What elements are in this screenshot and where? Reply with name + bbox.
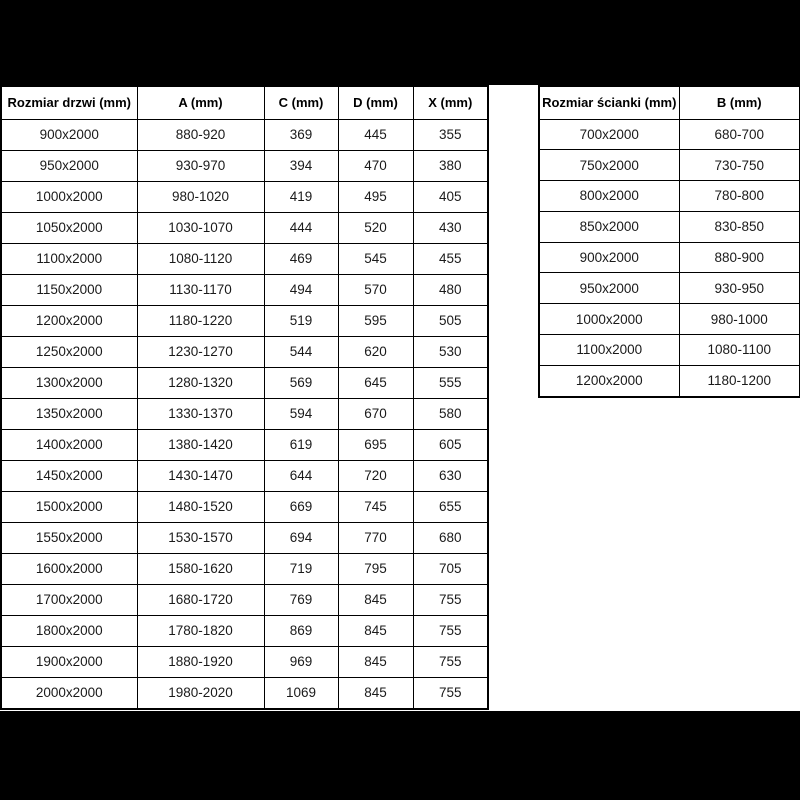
table-cell: 620 — [338, 336, 413, 367]
table-row — [539, 150, 800, 181]
table-row — [1, 181, 488, 212]
table-cell: 969 — [264, 646, 338, 677]
table-cell: 700x2000 — [539, 119, 679, 150]
table-cell: 570 — [338, 274, 413, 305]
column-header: D (mm) — [338, 86, 413, 119]
table-row — [539, 181, 800, 212]
table-cell: 480 — [413, 274, 488, 305]
column-header: A (mm) — [137, 86, 264, 119]
door-table-header-row — [1, 86, 488, 119]
table-cell: 569 — [264, 367, 338, 398]
table-cell: 1300x2000 — [1, 367, 137, 398]
table-cell: 594 — [264, 398, 338, 429]
door-size-table — [0, 85, 489, 710]
table-cell: 750x2000 — [539, 150, 679, 181]
table-cell: 1050x2000 — [1, 212, 137, 243]
column-header: Rozmiar ścianki (mm) — [539, 86, 679, 119]
table-cell: 645 — [338, 367, 413, 398]
table-cell: 755 — [413, 677, 488, 709]
table-cell: 644 — [264, 460, 338, 491]
table-cell: 430 — [413, 212, 488, 243]
table-cell: 1430-1470 — [137, 460, 264, 491]
table-cell: 745 — [338, 491, 413, 522]
table-cell: 845 — [338, 584, 413, 615]
table-cell: 1000x2000 — [539, 304, 679, 335]
table-cell: 630 — [413, 460, 488, 491]
table-cell: 980-1020 — [137, 181, 264, 212]
table-cell: 1400x2000 — [1, 429, 137, 460]
table-cell: 1180-1200 — [679, 365, 800, 397]
table-cell: 730-750 — [679, 150, 800, 181]
table-cell: 669 — [264, 491, 338, 522]
table-cell: 1500x2000 — [1, 491, 137, 522]
table-row — [1, 243, 488, 274]
table-cell: 1069 — [264, 677, 338, 709]
table-cell: 930-970 — [137, 150, 264, 181]
column-header: Rozmiar drzwi (mm) — [1, 86, 137, 119]
table-row — [1, 398, 488, 429]
table-row — [539, 365, 800, 397]
table-cell: 769 — [264, 584, 338, 615]
table-cell: 1530-1570 — [137, 522, 264, 553]
table-cell: 595 — [338, 305, 413, 336]
table-row — [1, 150, 488, 181]
table-cell: 405 — [413, 181, 488, 212]
table-row — [539, 119, 800, 150]
table-cell: 394 — [264, 150, 338, 181]
table-cell: 444 — [264, 212, 338, 243]
table-cell: 1200x2000 — [539, 365, 679, 397]
table-cell: 1280-1320 — [137, 367, 264, 398]
table-cell: 1180-1220 — [137, 305, 264, 336]
wall-table-body — [539, 119, 800, 397]
table-cell: 355 — [413, 119, 488, 150]
table-row — [539, 334, 800, 365]
table-cell: 680 — [413, 522, 488, 553]
table-cell: 580 — [413, 398, 488, 429]
table-cell: 469 — [264, 243, 338, 274]
table-cell: 530 — [413, 336, 488, 367]
column-header: X (mm) — [413, 86, 488, 119]
table-row — [539, 304, 800, 335]
table-cell: 519 — [264, 305, 338, 336]
table-cell: 1600x2000 — [1, 553, 137, 584]
table-cell: 900x2000 — [539, 242, 679, 273]
table-cell: 755 — [413, 646, 488, 677]
table-cell: 1780-1820 — [137, 615, 264, 646]
table-row — [1, 522, 488, 553]
table-cell: 1200x2000 — [1, 305, 137, 336]
table-cell: 1900x2000 — [1, 646, 137, 677]
table-row — [1, 460, 488, 491]
table-cell: 470 — [338, 150, 413, 181]
table-cell: 800x2000 — [539, 181, 679, 212]
table-cell: 545 — [338, 243, 413, 274]
table-cell: 455 — [413, 243, 488, 274]
table-cell: 755 — [413, 615, 488, 646]
table-cell: 555 — [413, 367, 488, 398]
table-row — [1, 491, 488, 522]
table-cell: 705 — [413, 553, 488, 584]
table-cell: 770 — [338, 522, 413, 553]
table-cell: 830-850 — [679, 211, 800, 242]
table-cell: 1230-1270 — [137, 336, 264, 367]
table-row — [1, 677, 488, 709]
table-cell: 1450x2000 — [1, 460, 137, 491]
table-cell: 1880-1920 — [137, 646, 264, 677]
table-row — [539, 242, 800, 273]
table-cell: 1250x2000 — [1, 336, 137, 367]
table-cell: 1080-1120 — [137, 243, 264, 274]
table-row — [1, 212, 488, 243]
table-cell: 1980-2020 — [137, 677, 264, 709]
table-row — [1, 646, 488, 677]
table-cell: 845 — [338, 646, 413, 677]
table-row — [1, 367, 488, 398]
table-cell: 780-800 — [679, 181, 800, 212]
table-cell: 2000x2000 — [1, 677, 137, 709]
table-cell: 755 — [413, 584, 488, 615]
wall-size-table — [538, 85, 800, 398]
table-cell: 1100x2000 — [1, 243, 137, 274]
table-row — [1, 553, 488, 584]
table-cell: 1330-1370 — [137, 398, 264, 429]
table-cell: 1130-1170 — [137, 274, 264, 305]
table-cell: 1800x2000 — [1, 615, 137, 646]
table-cell: 1100x2000 — [539, 334, 679, 365]
table-cell: 869 — [264, 615, 338, 646]
table-row — [539, 273, 800, 304]
table-cell: 680-700 — [679, 119, 800, 150]
column-header: B (mm) — [679, 86, 800, 119]
table-cell: 1380-1420 — [137, 429, 264, 460]
wall-table-header-row — [539, 86, 800, 119]
table-row — [1, 615, 488, 646]
table-cell: 845 — [338, 615, 413, 646]
table-cell: 380 — [413, 150, 488, 181]
table-row — [1, 429, 488, 460]
table-cell: 1680-1720 — [137, 584, 264, 615]
table-row — [1, 584, 488, 615]
table-cell: 520 — [338, 212, 413, 243]
table-cell: 369 — [264, 119, 338, 150]
table-cell: 950x2000 — [539, 273, 679, 304]
table-cell: 1000x2000 — [1, 181, 137, 212]
table-cell: 544 — [264, 336, 338, 367]
table-cell: 850x2000 — [539, 211, 679, 242]
door-table-body — [1, 119, 488, 709]
table-cell: 1550x2000 — [1, 522, 137, 553]
column-header: C (mm) — [264, 86, 338, 119]
table-cell: 494 — [264, 274, 338, 305]
table-cell: 1150x2000 — [1, 274, 137, 305]
table-cell: 880-920 — [137, 119, 264, 150]
table-cell: 1350x2000 — [1, 398, 137, 429]
table-cell: 720 — [338, 460, 413, 491]
table-cell: 1080-1100 — [679, 334, 800, 365]
table-cell: 1030-1070 — [137, 212, 264, 243]
table-cell: 719 — [264, 553, 338, 584]
table-cell: 495 — [338, 181, 413, 212]
table-row — [1, 274, 488, 305]
table-cell: 930-950 — [679, 273, 800, 304]
table-cell: 605 — [413, 429, 488, 460]
table-cell: 880-900 — [679, 242, 800, 273]
table-cell: 900x2000 — [1, 119, 137, 150]
content-area — [0, 85, 800, 711]
table-cell: 445 — [338, 119, 413, 150]
table-row — [1, 119, 488, 150]
table-cell: 795 — [338, 553, 413, 584]
table-cell: 505 — [413, 305, 488, 336]
table-row — [1, 305, 488, 336]
table-cell: 1700x2000 — [1, 584, 137, 615]
table-row — [1, 336, 488, 367]
table-cell: 1480-1520 — [137, 491, 264, 522]
table-cell: 655 — [413, 491, 488, 522]
table-cell: 695 — [338, 429, 413, 460]
table-row — [539, 211, 800, 242]
table-cell: 1580-1620 — [137, 553, 264, 584]
table-cell: 845 — [338, 677, 413, 709]
table-cell: 619 — [264, 429, 338, 460]
table-cell: 419 — [264, 181, 338, 212]
table-cell: 694 — [264, 522, 338, 553]
table-cell: 950x2000 — [1, 150, 137, 181]
table-cell: 980-1000 — [679, 304, 800, 335]
table-cell: 670 — [338, 398, 413, 429]
